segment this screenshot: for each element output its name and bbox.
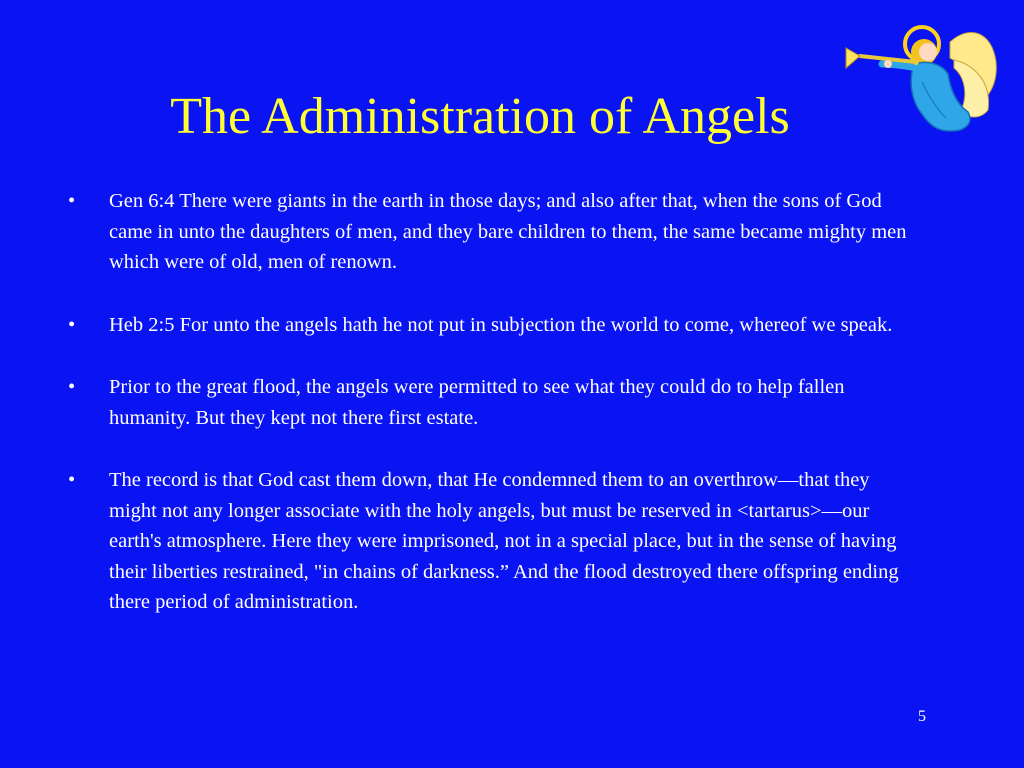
bullet-text: Gen 6:4 There were giants in the earth in those days; and also after that, when the sons of God came in unto the daughters of men, and they bare children to them, the same became mighty men which were of old, men of renown. (109, 190, 907, 273)
bullet-text: The record is that God cast them down, that He condemned them to an overthrow—that they might not any longer associate with the holy angels, but must be reserved in <tartarus>—our earth's atmosphere. Here they were imprisoned, not in a special place, but in the sense of having their liberties restrained, "in chains of darkness.” And the flood destroyed there offspring ending there period of administration. (109, 469, 899, 613)
bullet-item (68, 465, 918, 618)
bullet-marker: • (68, 190, 76, 212)
slide-title: The Administration of Angels (170, 88, 790, 145)
bullet-marker: • (68, 313, 76, 336)
bullet-text: Heb 2:5 For unto the angels hath he not put in subjection the world to come, whereof we speak. (109, 313, 893, 336)
angel-with-trumpet-icon (842, 22, 1002, 138)
bullet-item (68, 372, 918, 433)
bullet-marker: • (68, 376, 76, 398)
bullet-marker: • (68, 469, 76, 491)
bullet-item (68, 310, 918, 341)
slide-page-number: 5 (918, 708, 926, 725)
bullet-item (68, 186, 918, 278)
bullet-list (68, 186, 918, 650)
bullet-text: Prior to the great flood, the angels were permitted to see what they could do to help fallen humanity. But they kept not there first estate. (109, 376, 845, 429)
